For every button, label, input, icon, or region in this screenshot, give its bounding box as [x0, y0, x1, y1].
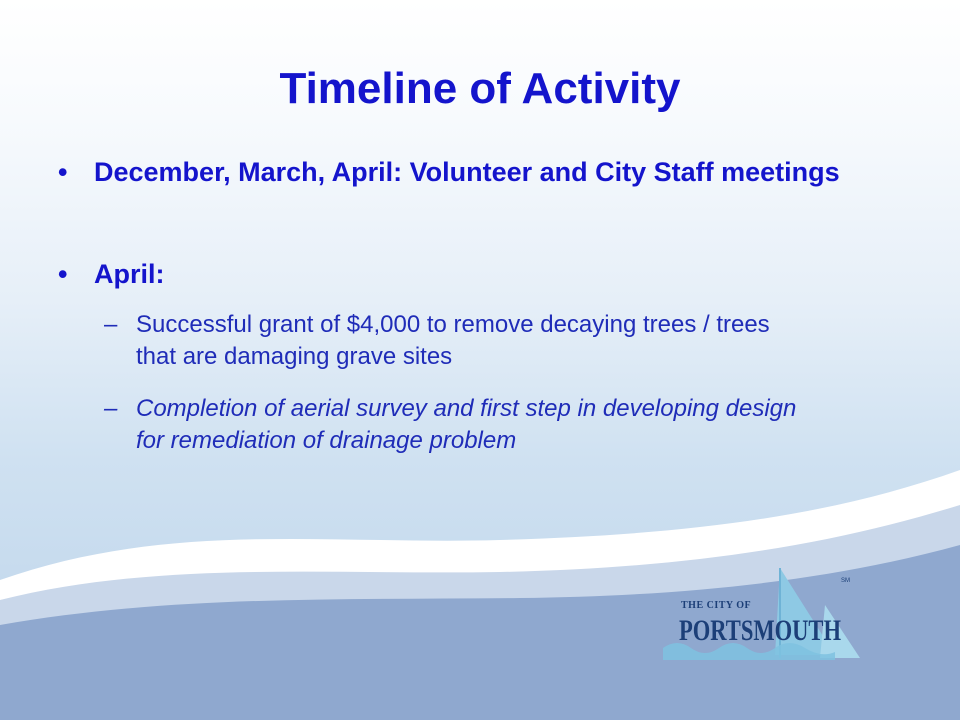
- sub-item-survey: [104, 393, 804, 457]
- bullet-text: December, March, April: Volunteer and City Staff meetings: [94, 157, 840, 187]
- bullet-april: [58, 256, 888, 292]
- sub-item-text: Successful grant of $4,000 to remove decaying trees / trees that are damaging grave sites: [136, 311, 770, 370]
- slide-title: Timeline of Activity: [279, 64, 681, 113]
- sub-item-grant: [104, 309, 810, 373]
- logo-line-1: THE CITY OF: [681, 600, 752, 611]
- bullet-meetings: [58, 154, 888, 190]
- logo-service-mark: SM: [841, 578, 850, 584]
- bullet-text: April:: [94, 259, 165, 289]
- portsmouth-logo: [655, 560, 875, 670]
- sub-item-marker: –: [104, 311, 118, 338]
- bullet-marker: •: [58, 259, 68, 289]
- logo-line-2: PORTSMOUTH: [679, 614, 841, 647]
- sub-item-text: Completion of aerial survey and first step in developing design for remediation of drainage problem: [136, 395, 797, 454]
- bullet-marker: •: [58, 157, 68, 187]
- sub-item-marker: –: [104, 395, 118, 422]
